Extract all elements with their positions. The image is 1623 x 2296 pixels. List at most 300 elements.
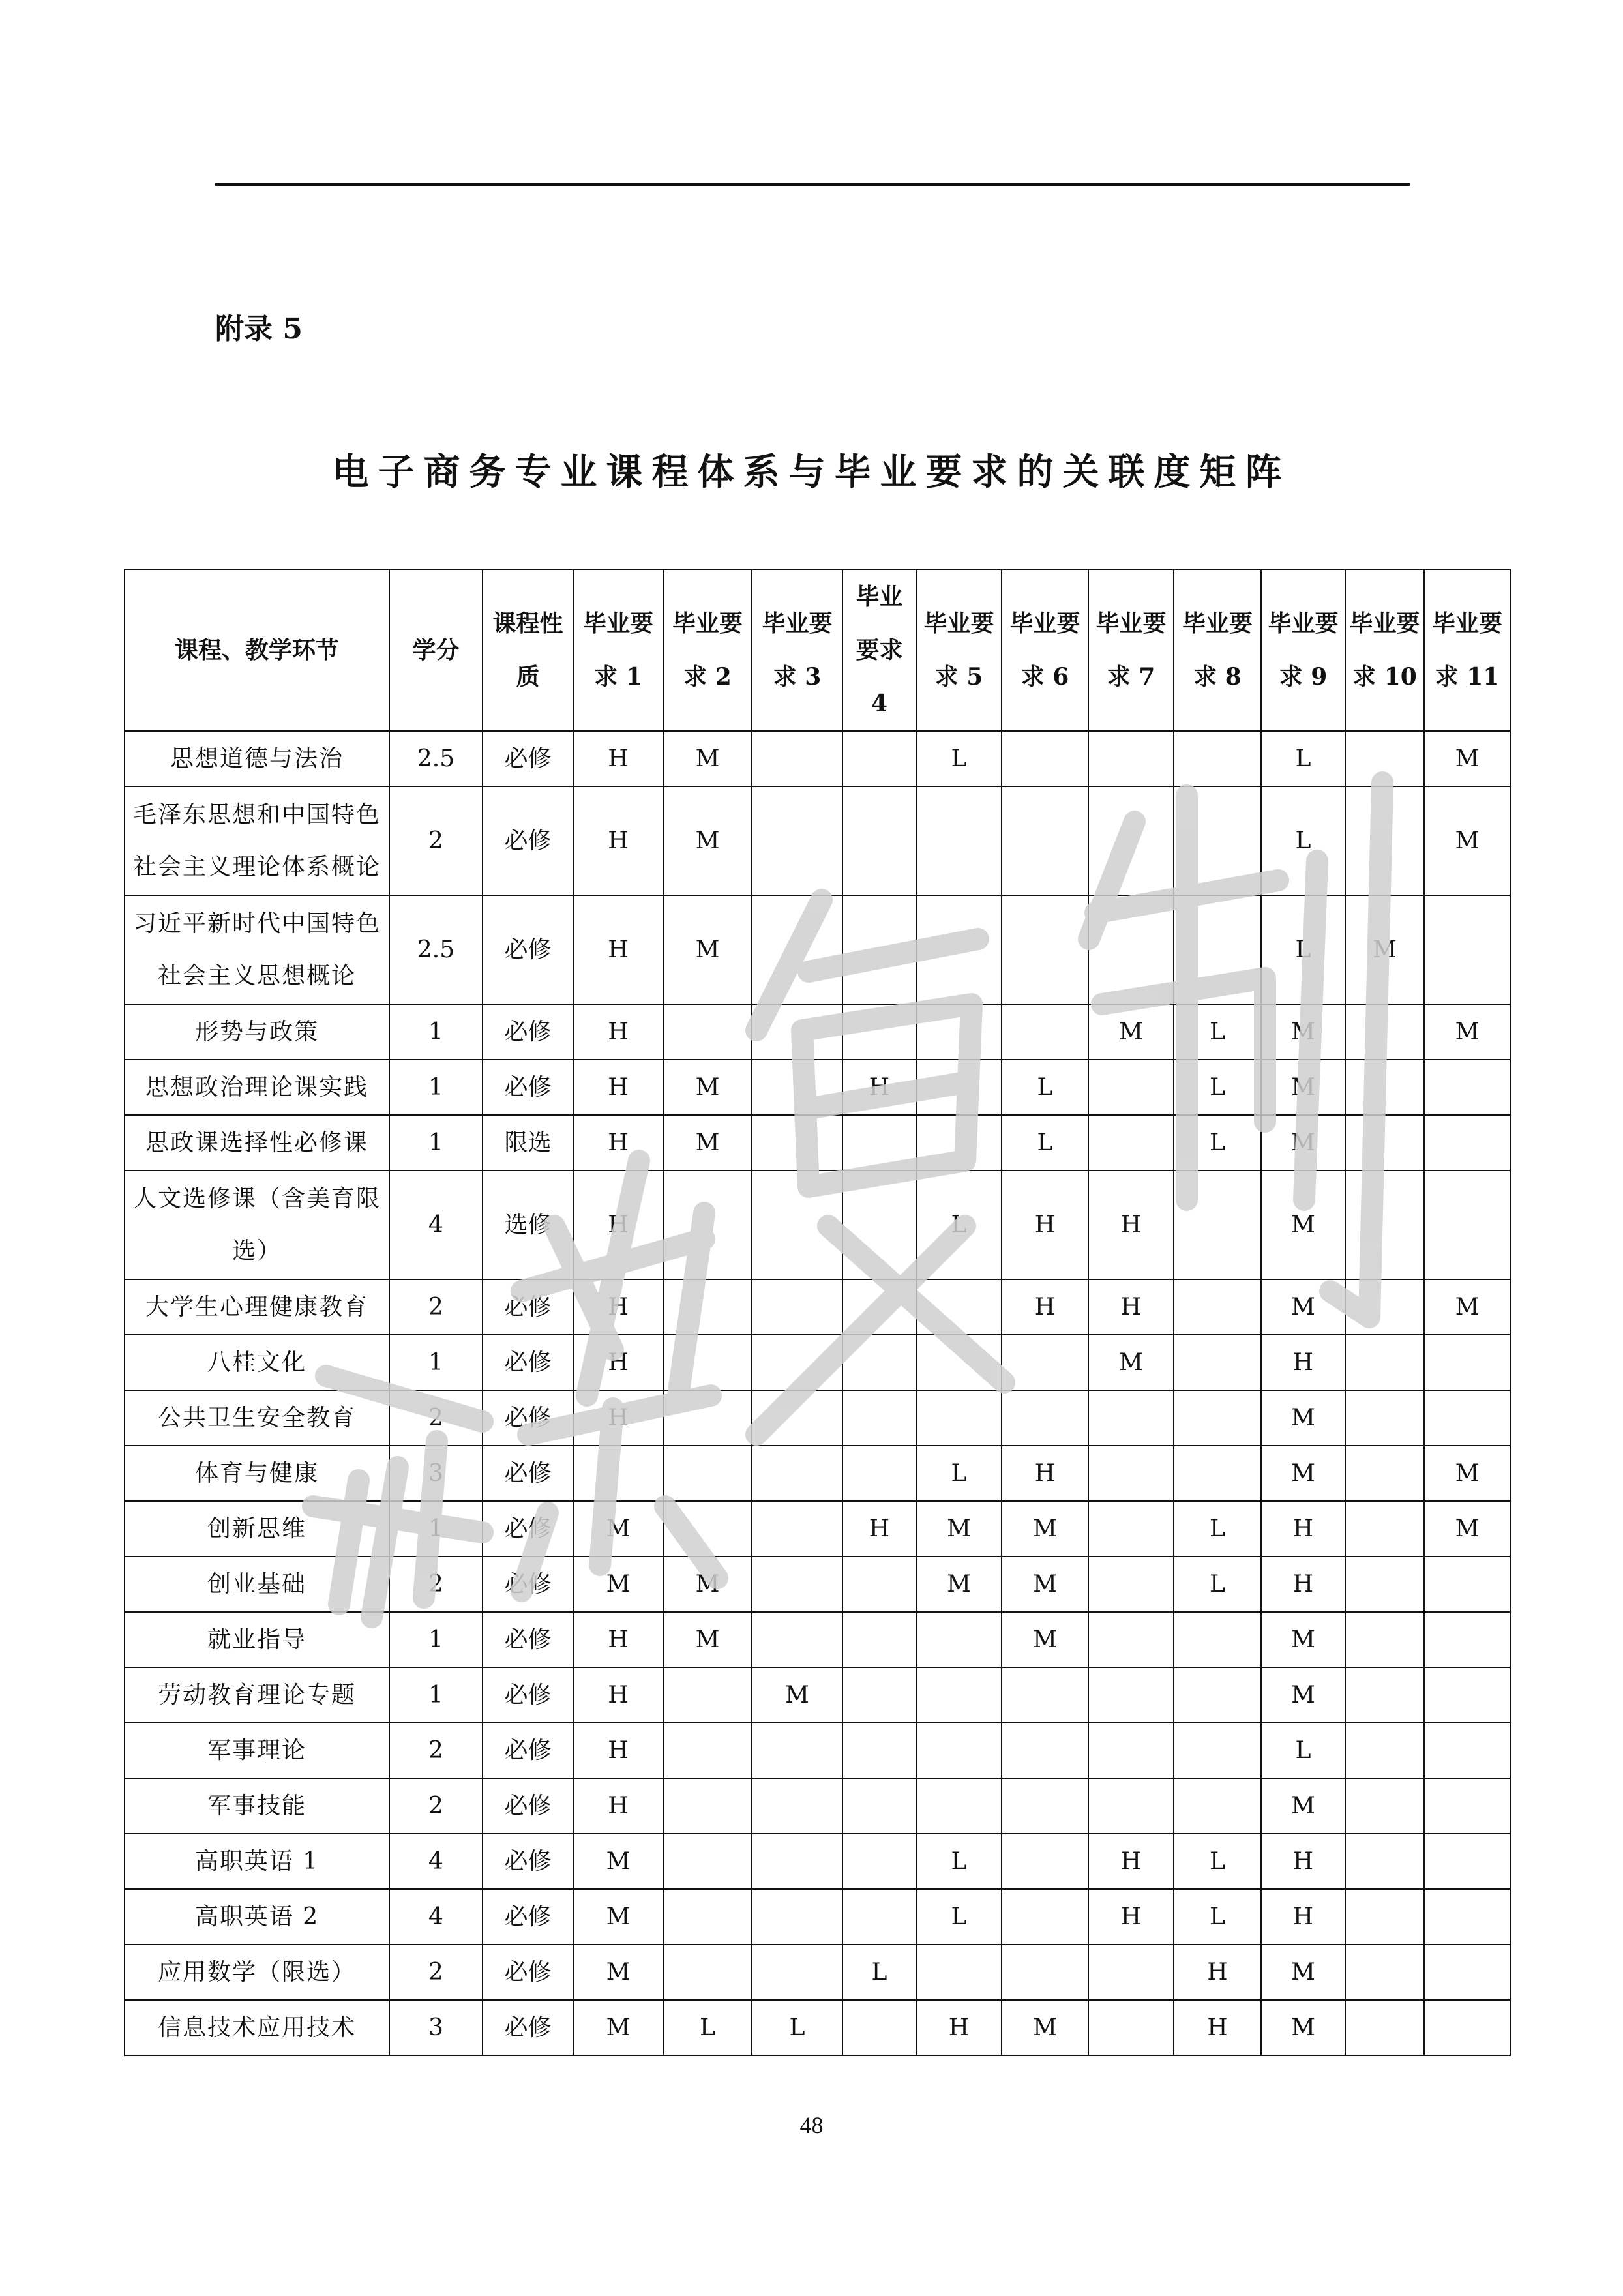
requirement-cell: M xyxy=(1424,786,1510,895)
column-header xyxy=(1424,569,1510,731)
requirement-cell xyxy=(1345,1889,1424,1945)
requirement-cell xyxy=(842,1612,916,1667)
credit-cell: 2 xyxy=(389,1557,483,1612)
requirement-cell xyxy=(1424,1060,1510,1115)
table-row xyxy=(125,1446,1510,1501)
requirement-cell xyxy=(842,895,916,1004)
requirement-cell xyxy=(916,1115,1002,1170)
requirement-cell xyxy=(752,1004,842,1060)
course-type-cell: 必修 xyxy=(483,1557,573,1612)
requirement-cell: M xyxy=(573,1557,663,1612)
course-type-cell: 必修 xyxy=(483,1723,573,1778)
course-name-line: 信息技术应用技术 xyxy=(157,2014,356,2041)
requirement-cell: H xyxy=(573,1612,663,1667)
requirement-cell xyxy=(842,1889,916,1945)
requirement-cell xyxy=(752,1279,842,1335)
requirement-cell xyxy=(1345,1335,1424,1390)
requirement-cell xyxy=(752,1612,842,1667)
course-name-cell xyxy=(125,1501,389,1557)
table-row xyxy=(125,1667,1510,1723)
requirement-cell: H xyxy=(573,1723,663,1778)
requirement-cell: M xyxy=(663,786,752,895)
course-name-cell xyxy=(125,786,389,895)
requirement-cell xyxy=(1174,1170,1261,1279)
table-row xyxy=(125,895,1510,1004)
credit-cell: 4 xyxy=(389,1834,483,1889)
requirement-cell: M xyxy=(1002,1557,1088,1612)
column-header-line: 毕业要 xyxy=(1349,610,1420,637)
requirement-cell: M xyxy=(1424,731,1510,786)
course-name-cell xyxy=(125,1115,389,1170)
requirement-cell: M xyxy=(1261,2000,1345,2055)
column-header xyxy=(842,569,916,731)
requirement-cell xyxy=(1002,731,1088,786)
course-name-cell xyxy=(125,731,389,786)
requirement-cell: M xyxy=(1424,1446,1510,1501)
column-header-line: 求 2 xyxy=(683,663,732,691)
column-header-line: 求 1 xyxy=(594,663,642,691)
requirement-cell xyxy=(1002,1335,1088,1390)
requirement-cell xyxy=(1088,1667,1174,1723)
requirement-cell xyxy=(663,1335,752,1390)
requirement-cell: M xyxy=(663,1612,752,1667)
column-header xyxy=(125,569,389,731)
requirement-cell xyxy=(842,1557,916,1612)
credit-cell: 1 xyxy=(389,1115,483,1170)
requirement-cell xyxy=(1424,1834,1510,1889)
requirement-cell xyxy=(1174,1778,1261,1834)
requirement-cell: M xyxy=(916,1501,1002,1557)
requirement-cell xyxy=(752,1501,842,1557)
requirement-cell xyxy=(752,1557,842,1612)
requirement-cell: L xyxy=(1002,1060,1088,1115)
requirement-cell: M xyxy=(1261,1170,1345,1279)
course-name-cell xyxy=(125,1060,389,1115)
requirement-cell xyxy=(1002,1723,1088,1778)
requirement-cell xyxy=(1088,786,1174,895)
requirement-cell xyxy=(1174,731,1261,786)
requirement-cell xyxy=(1345,2000,1424,2055)
table-row xyxy=(125,786,1510,895)
course-name-cell xyxy=(125,1778,389,1834)
requirement-cell xyxy=(1174,895,1261,1004)
requirement-cell xyxy=(842,1335,916,1390)
requirement-cell: M xyxy=(1424,1279,1510,1335)
requirement-cell xyxy=(1174,1446,1261,1501)
credit-cell: 2.5 xyxy=(389,895,483,1004)
requirement-cell: H xyxy=(573,1170,663,1279)
requirement-cell xyxy=(1424,1335,1510,1390)
table-row xyxy=(125,1060,1510,1115)
requirement-cell xyxy=(1345,1945,1424,2000)
column-header-line: 求 10 xyxy=(1352,663,1417,691)
requirement-cell xyxy=(1345,1004,1424,1060)
requirement-cell: L xyxy=(1174,1060,1261,1115)
requirement-cell xyxy=(916,1390,1002,1446)
requirement-cell xyxy=(1345,1390,1424,1446)
requirement-cell: H xyxy=(1174,2000,1261,2055)
requirement-cell: M xyxy=(663,895,752,1004)
course-name-line: 人文选修课（含美育限 xyxy=(132,1185,381,1212)
requirement-cell: H xyxy=(573,1060,663,1115)
course-type-cell: 必修 xyxy=(483,786,573,895)
requirement-cell xyxy=(752,1723,842,1778)
requirement-cell: H xyxy=(1261,1834,1345,1889)
requirement-cell xyxy=(1345,1557,1424,1612)
column-header xyxy=(752,569,842,731)
column-header-line: 毕业要 xyxy=(762,610,833,637)
course-name-cell xyxy=(125,1723,389,1778)
requirement-cell xyxy=(663,1945,752,2000)
column-header-line: 毕业要 xyxy=(1009,610,1080,637)
appendix-label: 附录 5 xyxy=(215,312,303,346)
requirement-cell: M xyxy=(1345,895,1424,1004)
requirement-cell xyxy=(1345,731,1424,786)
table-row xyxy=(125,1612,1510,1667)
requirement-cell xyxy=(752,1889,842,1945)
column-header xyxy=(1088,569,1174,731)
course-type-cell: 必修 xyxy=(483,1390,573,1446)
course-name-cell xyxy=(125,895,389,1004)
credit-cell: 2.5 xyxy=(389,731,483,786)
course-name-line: 军事技能 xyxy=(207,1792,306,1819)
course-name-line: 高职英语 1 xyxy=(194,1847,320,1875)
requirement-cell xyxy=(752,1446,842,1501)
course-name-cell xyxy=(125,2000,389,2055)
course-type-cell: 选修 xyxy=(483,1170,573,1279)
requirement-cell: M xyxy=(573,2000,663,2055)
table-row xyxy=(125,1557,1510,1612)
requirement-cell: H xyxy=(573,1335,663,1390)
column-header-line: 求 6 xyxy=(1020,663,1069,691)
course-type-cell: 必修 xyxy=(483,1060,573,1115)
course-name-cell xyxy=(125,1004,389,1060)
requirement-cell xyxy=(842,1446,916,1501)
column-header xyxy=(1345,569,1424,731)
requirement-cell: H xyxy=(1088,1834,1174,1889)
requirement-cell xyxy=(663,1501,752,1557)
course-name-line: 社会主义理论体系概论 xyxy=(132,853,381,880)
requirement-cell: M xyxy=(1002,1501,1088,1557)
requirement-cell xyxy=(752,731,842,786)
requirement-cell xyxy=(1424,1612,1510,1667)
column-header-line: 质 xyxy=(516,663,540,691)
requirement-cell xyxy=(1088,1557,1174,1612)
requirement-cell: M xyxy=(1261,1004,1345,1060)
course-type-cell: 限选 xyxy=(483,1115,573,1170)
requirement-cell xyxy=(1424,1723,1510,1778)
requirement-cell xyxy=(1088,1060,1174,1115)
requirement-cell: L xyxy=(1261,1723,1345,1778)
requirement-cell xyxy=(1345,1501,1424,1557)
course-type-cell: 必修 xyxy=(483,1335,573,1390)
requirement-cell xyxy=(1088,1778,1174,1834)
requirement-cell xyxy=(663,1004,752,1060)
document-title: 电子商务专业课程体系与毕业要求的关联度矩阵 xyxy=(332,451,1291,494)
requirement-cell xyxy=(1002,1004,1088,1060)
requirement-cell xyxy=(1088,1612,1174,1667)
credit-cell: 2 xyxy=(389,1945,483,2000)
requirement-cell xyxy=(842,1778,916,1834)
requirement-cell xyxy=(916,1279,1002,1335)
course-name-line: 毛泽东思想和中国特色 xyxy=(132,801,381,828)
requirement-cell xyxy=(1345,1446,1424,1501)
column-header xyxy=(389,569,483,731)
requirement-cell xyxy=(842,1004,916,1060)
requirement-cell xyxy=(1345,1667,1424,1723)
requirement-cell: M xyxy=(1261,1667,1345,1723)
column-header-line: 求 3 xyxy=(773,663,822,691)
requirement-cell: H xyxy=(573,1667,663,1723)
requirement-cell xyxy=(1174,1279,1261,1335)
requirement-cell: L xyxy=(752,2000,842,2055)
requirement-cell: M xyxy=(1424,1004,1510,1060)
course-name-line: 形势与政策 xyxy=(194,1018,319,1045)
column-header-line: 毕业要 xyxy=(1182,610,1253,637)
requirement-cell xyxy=(1002,786,1088,895)
requirement-cell xyxy=(1424,895,1510,1004)
requirement-cell: M xyxy=(1088,1004,1174,1060)
table-row xyxy=(125,1115,1510,1170)
requirement-cell: M xyxy=(573,1834,663,1889)
requirement-cell xyxy=(1002,1778,1088,1834)
table-row xyxy=(125,1170,1510,1279)
requirement-cell xyxy=(1345,1612,1424,1667)
table-row xyxy=(125,1004,1510,1060)
requirement-cell xyxy=(752,1115,842,1170)
requirement-cell: H xyxy=(1002,1446,1088,1501)
requirement-cell: H xyxy=(573,1004,663,1060)
requirement-cell xyxy=(752,1390,842,1446)
requirement-cell xyxy=(1088,1446,1174,1501)
requirement-cell xyxy=(1424,2000,1510,2055)
column-header xyxy=(1002,569,1088,731)
requirement-cell xyxy=(842,1390,916,1446)
requirement-cell: M xyxy=(752,1667,842,1723)
course-name-line: 大学生心理健康教育 xyxy=(145,1293,368,1320)
course-name-line: 思想政治理论课实践 xyxy=(145,1073,368,1101)
requirement-cell xyxy=(1174,1612,1261,1667)
requirement-cell: M xyxy=(1002,2000,1088,2055)
requirement-cell xyxy=(663,1390,752,1446)
requirement-cell: H xyxy=(573,731,663,786)
requirement-cell: M xyxy=(573,1501,663,1557)
course-type-cell: 必修 xyxy=(483,1889,573,1945)
requirement-cell: M xyxy=(1261,1945,1345,2000)
course-name-line: 军事理论 xyxy=(207,1737,306,1764)
course-name-line: 公共卫生安全教育 xyxy=(157,1404,356,1431)
requirement-cell: L xyxy=(916,1889,1002,1945)
requirement-cell xyxy=(916,1335,1002,1390)
requirement-cell: H xyxy=(573,895,663,1004)
requirement-cell: M xyxy=(1261,1778,1345,1834)
requirement-cell: H xyxy=(1174,1945,1261,2000)
requirement-cell xyxy=(1424,1778,1510,1834)
course-name-line: 思想道德与法治 xyxy=(170,745,344,772)
table-row xyxy=(125,1390,1510,1446)
column-header xyxy=(663,569,752,731)
credit-cell: 2 xyxy=(389,1778,483,1834)
credit-cell: 1 xyxy=(389,1004,483,1060)
requirement-cell xyxy=(1424,1889,1510,1945)
course-name-cell xyxy=(125,1170,389,1279)
requirement-cell xyxy=(663,1667,752,1723)
requirement-cell xyxy=(1424,1557,1510,1612)
requirement-cell xyxy=(1174,1667,1261,1723)
table-row xyxy=(125,1889,1510,1945)
requirement-cell: M xyxy=(663,731,752,786)
requirement-cell xyxy=(1424,1945,1510,2000)
course-name-cell xyxy=(125,1945,389,2000)
requirement-cell: M xyxy=(1261,1279,1345,1335)
requirement-cell xyxy=(663,1723,752,1778)
requirement-cell: M xyxy=(1261,1390,1345,1446)
requirement-cell xyxy=(1345,786,1424,895)
requirement-cell xyxy=(1345,1170,1424,1279)
column-header xyxy=(483,569,573,731)
credit-cell: 1 xyxy=(389,1667,483,1723)
course-name-line: 劳动教育理论专题 xyxy=(157,1681,356,1708)
requirement-cell: L xyxy=(1261,786,1345,895)
requirement-cell xyxy=(573,1446,663,1501)
column-header-line: 毕业要 xyxy=(1268,610,1339,637)
course-name-line: 就业指导 xyxy=(207,1626,306,1653)
requirement-cell: L xyxy=(1174,1834,1261,1889)
requirement-cell xyxy=(752,1335,842,1390)
requirement-cell xyxy=(1088,1945,1174,2000)
requirement-cell xyxy=(1002,895,1088,1004)
requirement-cell: M xyxy=(1261,1446,1345,1501)
requirement-cell xyxy=(1345,1115,1424,1170)
course-name-line: 体育与健康 xyxy=(194,1459,319,1487)
column-header-line: 求 9 xyxy=(1279,663,1328,691)
requirement-cell xyxy=(1088,1723,1174,1778)
course-type-cell: 必修 xyxy=(483,895,573,1004)
table-row xyxy=(125,1501,1510,1557)
requirement-cell xyxy=(752,786,842,895)
requirement-cell xyxy=(1088,1501,1174,1557)
column-header-line: 要求 4 xyxy=(856,636,903,717)
course-name-cell xyxy=(125,1834,389,1889)
credit-cell: 3 xyxy=(389,2000,483,2055)
requirement-cell: H xyxy=(1261,1501,1345,1557)
course-type-cell: 必修 xyxy=(483,1501,573,1557)
requirement-cell xyxy=(752,1170,842,1279)
credit-cell: 1 xyxy=(389,1501,483,1557)
column-header-line: 毕业要 xyxy=(1431,610,1502,637)
course-type-cell: 必修 xyxy=(483,1834,573,1889)
requirement-cell xyxy=(842,1279,916,1335)
requirement-cell: H xyxy=(1002,1279,1088,1335)
requirement-cell: L xyxy=(1174,1557,1261,1612)
requirement-cell xyxy=(1345,1723,1424,1778)
requirement-cell: L xyxy=(1261,731,1345,786)
requirement-cell: L xyxy=(663,2000,752,2055)
requirement-cell xyxy=(842,1667,916,1723)
column-header xyxy=(1261,569,1345,731)
requirement-cell xyxy=(1002,1945,1088,2000)
requirement-cell xyxy=(1088,2000,1174,2055)
course-name-line: 习近平新时代中国特色 xyxy=(132,910,381,937)
requirement-cell xyxy=(842,1115,916,1170)
table-row xyxy=(125,731,1510,786)
requirement-cell xyxy=(842,1834,916,1889)
requirement-cell xyxy=(916,1723,1002,1778)
requirement-cell xyxy=(752,1945,842,2000)
requirement-cell: L xyxy=(1174,1501,1261,1557)
requirement-cell: L xyxy=(916,1170,1002,1279)
course-name-cell xyxy=(125,1279,389,1335)
requirement-cell xyxy=(1424,1115,1510,1170)
requirement-cell xyxy=(1345,1778,1424,1834)
requirement-cell xyxy=(1002,1390,1088,1446)
course-name-line: 思政课选择性必修课 xyxy=(145,1129,368,1156)
requirement-cell: M xyxy=(573,1889,663,1945)
requirement-cell: H xyxy=(1002,1170,1088,1279)
requirement-cell xyxy=(916,786,1002,895)
requirement-cell xyxy=(916,1004,1002,1060)
credit-cell: 2 xyxy=(389,1390,483,1446)
column-header xyxy=(573,569,663,731)
requirement-cell: L xyxy=(1174,1004,1261,1060)
requirement-cell: M xyxy=(1088,1335,1174,1390)
requirement-cell xyxy=(1424,1667,1510,1723)
requirement-cell xyxy=(1345,1060,1424,1115)
requirement-cell xyxy=(1345,1834,1424,1889)
requirement-cell xyxy=(916,1778,1002,1834)
requirement-cell xyxy=(916,895,1002,1004)
requirement-cell: M xyxy=(663,1115,752,1170)
course-type-cell: 必修 xyxy=(483,1667,573,1723)
course-name-cell xyxy=(125,1446,389,1501)
requirement-cell xyxy=(1174,786,1261,895)
requirement-cell: H xyxy=(1088,1889,1174,1945)
course-type-cell: 必修 xyxy=(483,1279,573,1335)
credit-cell: 3 xyxy=(389,1446,483,1501)
header-row xyxy=(125,569,1510,731)
requirement-cell xyxy=(842,731,916,786)
requirement-cell: L xyxy=(842,1945,916,2000)
course-requirement-matrix xyxy=(124,569,1511,2056)
course-name-cell xyxy=(125,1667,389,1723)
course-name-line: 创新思维 xyxy=(207,1515,306,1542)
column-header-line: 毕业要 xyxy=(582,610,653,637)
column-header-line: 求 8 xyxy=(1193,663,1242,691)
course-type-cell: 必修 xyxy=(483,731,573,786)
requirement-cell: M xyxy=(573,1945,663,2000)
requirement-cell: L xyxy=(1174,1115,1261,1170)
course-type-cell: 必修 xyxy=(483,2000,573,2055)
requirement-cell: M xyxy=(916,1557,1002,1612)
requirement-cell xyxy=(842,1170,916,1279)
requirement-cell: M xyxy=(1002,1612,1088,1667)
requirement-cell xyxy=(663,1834,752,1889)
requirement-cell xyxy=(752,895,842,1004)
credit-cell: 4 xyxy=(389,1170,483,1279)
course-type-cell: 必修 xyxy=(483,1446,573,1501)
column-header-line: 求 5 xyxy=(934,663,983,691)
requirement-cell xyxy=(1088,731,1174,786)
column-header-line: 毕业要 xyxy=(923,610,994,637)
requirement-cell xyxy=(752,1060,842,1115)
course-type-cell: 必修 xyxy=(483,1778,573,1834)
requirement-cell: H xyxy=(573,1390,663,1446)
requirement-cell xyxy=(1174,1335,1261,1390)
requirement-cell: M xyxy=(1261,1060,1345,1115)
requirement-cell xyxy=(663,1778,752,1834)
requirement-cell: M xyxy=(1261,1612,1345,1667)
table-row xyxy=(125,1778,1510,1834)
